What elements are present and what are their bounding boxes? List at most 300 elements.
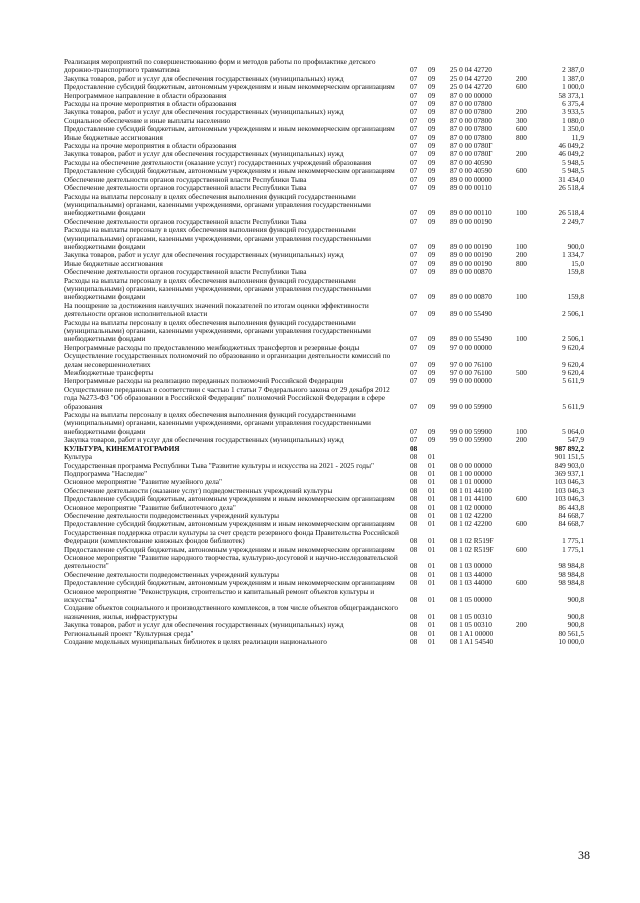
row-target-code: 87 0 00 0780Г [450,149,493,159]
row-expense-type [516,176,542,184]
row-section: 08 [410,443,418,453]
row-amount: 1 080,0 [562,115,584,125]
row-expense-type [516,554,542,571]
row-subsection: 09 [428,65,436,75]
row-amount: 6 375,4 [562,99,584,109]
row-section: 07 [410,132,418,142]
row-target-code: 89 0 00 55490 [450,334,492,344]
row-amount: 900,0 [567,241,584,251]
row-subsection: 09 [428,334,436,344]
row-amount: 10 000,0 [558,637,584,647]
row-target-code: 08 1 03 44000 [450,578,492,588]
row-amount: 547,9 [567,435,584,445]
row-name: Обеспечение деятельности органов государственной власти Республики Тыва [64,267,307,277]
row-subsection: 09 [428,292,436,302]
row-section: 08 [410,468,418,478]
row-amount: 987 892,2 [554,443,584,453]
row-name: Предоставление субсидий бюджетным, автономным учреждениям и иным некоммерческим организациям [64,578,395,588]
row-subsection: 09 [428,107,436,117]
table-row [64,604,584,621]
row-section: 07 [410,99,418,109]
row-section: 07 [410,309,418,319]
row-amount: 98 984,8 [558,578,584,588]
row-expense-type [516,58,542,75]
row-amount: 1 350,0 [562,124,584,134]
row-expense-type [516,504,542,512]
row-section: 07 [410,216,418,226]
row-target-code: 87 0 00 0780Г [450,141,493,151]
row-target-code: 87 0 00 40590 [450,157,492,167]
row-expense-type: 600 [516,578,527,588]
row-expense-type [516,604,542,621]
row-amount: 46 049,2 [558,141,584,151]
row-expense-type: 600 [516,82,527,92]
row-target-code: 08 1 00 00000 [450,468,492,478]
row-amount: 103 046,3 [554,477,584,487]
row-amount: 159,8 [567,292,584,302]
row-target-code: 08 1 05 00000 [450,595,492,604]
row-amount: 31 434,0 [558,174,584,184]
row-target-code: 89 0 00 00190 [450,258,492,268]
row-expense-type [516,453,542,461]
row-target-code: 08 1 03 44000 [450,569,492,579]
row-name: Региональный проект "Культурная среда" [64,628,194,638]
row-name: Расходы на выплаты персоналу в целях обеспечения выполнения функций государственными (муниципальными) органами, казенными учреждениями, органами управления государственными внебюджетными фондами [64,410,371,436]
page-number: 38 [578,848,590,862]
row-subsection: 01 [428,468,436,478]
row-subsection: 09 [428,157,436,167]
row-target-code: 89 0 00 00110 [450,208,492,218]
row-expense-type [516,386,542,411]
row-name: Закупка товаров, работ и услуг для обеспечения государственных (муниципальных) нужд [64,250,344,260]
table-row [64,411,584,436]
row-subsection: 09 [428,73,436,83]
row-expense-type: 800 [516,258,527,268]
row-target-code: 87 0 00 07800 [450,124,492,134]
row-amount: 86 443,8 [558,502,584,512]
row-name: Закупка товаров, работ и услуг для обеспечения государственных (муниципальных) нужд [64,73,344,83]
row-subsection: 01 [428,536,436,546]
row-amount: 900,8 [567,611,584,621]
row-section: 07 [410,267,418,277]
row-subsection: 09 [428,376,436,386]
row-section: 07 [410,73,418,83]
row-name: Культура [64,452,92,462]
row-target-code: 08 1 02 R519F [450,544,494,554]
row-amount: 1 775,1 [562,536,584,546]
row-name: Предоставление субсидий бюджетным, автономным учреждениям и иным некоммерческим организациям [64,166,395,176]
row-target-code: 08 1 02 R519F [450,536,494,546]
row-subsection: 01 [428,494,436,504]
row-section: 07 [410,124,418,134]
row-amount: 5 948,5 [562,166,584,176]
row-section: 08 [410,611,418,621]
row-expense-type: 100 [516,292,527,302]
row-name: Межбюджетные трансферты [64,368,154,378]
row-expense-type [516,630,542,638]
row-subsection: 09 [428,368,436,378]
row-section: 08 [410,510,418,520]
row-target-code: 99 0 00 00000 [450,376,492,386]
row-subsection: 01 [428,620,436,630]
row-amount: 58 373,1 [558,90,584,100]
row-subsection: 09 [428,258,436,268]
row-amount: 2 249,7 [562,216,584,226]
row-target-code: 25 0 04 42720 [450,65,492,75]
row-expense-type [516,445,542,453]
row-subsection: 09 [428,115,436,125]
row-target-code: 89 0 00 00110 [450,183,492,193]
row-amount: 900,8 [567,595,584,604]
row-name: Непрограммное направление в области образования [64,90,227,100]
row-subsection: 09 [428,342,436,352]
row-target-code: 87 0 00 07800 [450,115,492,125]
row-target-code: 08 1 02 00000 [450,502,492,512]
table-row [64,319,584,344]
row-name: Государственная программа Республики Тыва "Развитие культуры и искусства на 2021 - 2025 годы" [64,460,374,470]
row-section: 07 [410,334,418,344]
row-target-code: 87 0 00 07800 [450,132,492,142]
row-amount: 15,0 [571,258,584,268]
row-subsection: 09 [428,174,436,184]
table-row [64,445,584,453]
row-section: 07 [410,65,418,75]
row-subsection: 09 [428,401,436,411]
row-subsection: 09 [428,90,436,100]
row-amount: 9 620,4 [562,342,584,352]
row-subsection: 01 [428,477,436,487]
row-expense-type: 500 [516,368,527,378]
row-section: 07 [410,174,418,184]
row-name: Реализация мероприятий по совершенствованию форм и методов работы по профилактике детского дорожно-транспортного травматизма [64,57,376,75]
row-section: 07 [410,141,418,151]
row-section: 07 [410,292,418,302]
row-amount: 103 046,3 [554,485,584,495]
table-row [64,352,584,369]
row-expense-type: 600 [516,544,527,554]
row-expense-type [516,344,542,352]
row-amount: 9 620,4 [562,359,584,369]
row-expense-type: 100 [516,334,527,344]
row-name: Закупка товаров, работ и услуг для обеспечения государственных (муниципальных) нужд [64,107,344,117]
row-target-code: 97 0 00 76100 [450,368,492,378]
row-subsection: 09 [428,166,436,176]
row-subsection: 01 [428,561,436,571]
row-target-code: 08 1 01 44100 [450,494,492,504]
row-name: Закупка товаров, работ и услуг для обеспечения государственных (муниципальных) нужд [64,620,344,630]
row-expense-type [516,470,542,478]
row-name: Закупка товаров, работ и услуг для обеспечения государственных (муниципальных) нужд [64,435,344,445]
row-expense-type: 200 [516,73,527,83]
row-section: 08 [410,502,418,512]
row-name: Закупка товаров, работ и услуг для обеспечения государственных (муниципальных) нужд [64,149,344,159]
row-target-code: 08 1 A1 54540 [450,637,494,647]
row-expense-type: 100 [516,426,527,436]
row-expense-type [516,352,542,369]
row-section: 08 [410,637,418,647]
row-target-code: 08 1 02 42200 [450,519,492,529]
row-expense-type [516,638,542,646]
row-name: Основное мероприятие "Развитие музейного дела" [64,477,222,487]
row-expense-type [516,478,542,486]
row-subsection: 01 [428,460,436,470]
row-subsection: 09 [428,141,436,151]
row-subsection: 09 [428,426,436,436]
row-name: Обеспечение деятельности (оказание услуг) подведомственных учреждений культуры [64,485,333,495]
row-amount: 103 046,3 [554,494,584,504]
row-amount: 3 933,5 [562,107,584,117]
table-row [64,638,584,646]
row-name: Предоставление субсидий бюджетным, автономным учреждениям и иным некоммерческим организациям [64,519,395,529]
row-section: 08 [410,477,418,487]
row-section: 07 [410,435,418,445]
row-amount: 159,8 [567,267,584,277]
row-name: Предоставление субсидий бюджетным, автономным учреждениям и иным некоммерческим организациям [64,494,395,504]
row-amount: 1 775,1 [562,544,584,554]
row-name: Обеспечение деятельности подведомственных учреждений культуры [64,569,280,579]
row-expense-type [516,588,542,605]
row-target-code: 97 0 00 76100 [450,359,492,369]
row-subsection: 01 [428,637,436,647]
row-amount: 369 937,1 [554,468,584,478]
row-subsection: 09 [428,99,436,109]
row-target-code: 89 0 00 55490 [450,309,492,319]
row-amount: 5 948,5 [562,157,584,167]
row-amount: 98 984,8 [558,561,584,571]
row-expense-type: 200 [516,107,527,117]
row-name: Иные бюджетные ассигнования [64,132,163,142]
row-section: 07 [410,115,418,125]
row-section: 07 [410,258,418,268]
row-target-code: 08 0 00 00000 [450,460,492,470]
row-target-code: 87 0 00 00000 [450,90,492,100]
row-subsection: 09 [428,208,436,218]
row-subsection: 01 [428,569,436,579]
row-section: 07 [410,107,418,117]
row-section: 08 [410,485,418,495]
row-amount: 1 334,7 [562,250,584,260]
row-expense-type: 600 [516,124,527,134]
row-name: Государственная поддержка отрасли культуры за счет средств резервного фонда Правительства Российской Федерации (комплектование книжных фондов библиотек) [64,527,399,546]
row-expense-type: 200 [516,435,527,445]
row-expense-type: 200 [516,149,527,159]
row-section: 07 [410,359,418,369]
row-name: Обеспечение деятельности органов государственной власти Республики Тыва [64,183,307,193]
row-section: 07 [410,241,418,251]
row-subsection: 01 [428,452,436,462]
row-target-code: 89 0 00 00190 [450,250,492,260]
row-subsection: 01 [428,578,436,588]
row-section: 08 [410,494,418,504]
row-amount: 5 611,9 [562,401,584,411]
row-section: 08 [410,452,418,462]
row-expense-type: 800 [516,132,527,142]
row-target-code: 87 0 00 07800 [450,107,492,117]
row-target-code: 25 0 04 42720 [450,73,492,83]
budget-table [64,58,584,646]
row-subsection: 09 [428,359,436,369]
row-subsection: 09 [428,124,436,134]
row-expense-type: 200 [516,250,527,260]
row-subsection: 01 [428,519,436,529]
row-subsection: 09 [428,82,436,92]
row-expense-type: 600 [516,519,527,529]
row-section: 08 [410,544,418,554]
row-name: Предоставление субсидий бюджетным, автономным учреждениям и иным некоммерческим организациям [64,124,395,134]
row-subsection: 01 [428,485,436,495]
row-amount: 84 668,7 [558,510,584,520]
row-amount: 98 984,8 [558,569,584,579]
row-name: КУЛЬТУРА, КИНЕМАТОГРАФИЯ [64,443,180,453]
table-row [64,277,584,302]
row-name: Непрограммные расходы на реализацию переданных полномочий Российской Федерации [64,376,344,386]
row-expense-type [516,462,542,470]
row-amount: 11,9 [571,132,584,142]
row-target-code: 08 1 01 00000 [450,477,492,487]
table-row [64,58,584,75]
row-section: 08 [410,519,418,529]
row-name: Основное мероприятие "Развитие библиотечного дела" [64,502,236,512]
row-expense-type: 200 [516,620,527,630]
row-amount: 2 506,1 [562,309,584,319]
table-row [64,554,584,571]
row-section: 07 [410,208,418,218]
row-name: Предоставление субсидий бюджетным, автономным учреждениям и иным некоммерческим организациям [64,82,395,92]
row-target-code: 08 1 05 00310 [450,620,492,630]
row-expense-type [516,268,542,276]
row-subsection: 09 [428,241,436,251]
table-row [64,386,584,411]
row-section: 07 [410,250,418,260]
row-amount: 5 064,0 [562,426,584,436]
row-subsection: 01 [428,628,436,638]
row-target-code: 25 0 04 42720 [450,82,492,92]
row-section: 08 [410,561,418,571]
row-expense-type [516,92,542,100]
row-target-code [450,445,516,453]
row-section: 07 [410,166,418,176]
row-target-code: 08 1 02 42200 [450,510,492,520]
row-target-code: 89 0 00 00190 [450,216,492,226]
row-name: Создание объектов социального и производственного комплексов, в том числе объектов общегражданского назначения, жилья, инфраструктуры [64,603,399,621]
row-name: Создание модельных муниципальных библиотек в целях реализации национального [64,637,327,647]
row-section: 07 [410,368,418,378]
row-amount: 26 518,4 [558,183,584,193]
row-expense-type [516,302,542,319]
row-subsection: 09 [428,149,436,159]
row-target-code: 87 0 00 07800 [450,99,492,109]
row-target-code: 99 0 00 59900 [450,426,492,436]
row-amount: 84 668,7 [558,519,584,529]
table-row [64,226,584,251]
row-section: 08 [410,578,418,588]
row-amount: 2 387,0 [562,65,584,75]
row-amount: 849 903,0 [554,460,584,470]
row-target-code: 99 0 00 59900 [450,401,492,411]
row-amount: 1 387,0 [562,73,584,83]
row-amount: 9 620,4 [562,368,584,378]
table-row [64,588,584,605]
row-target-code: 89 0 00 00190 [450,241,492,251]
row-target-code: 99 0 00 59900 [450,435,492,445]
row-expense-type: 100 [516,241,527,251]
row-name: Расходы на выплаты персоналу в целях обеспечения выполнения функций государственными (муниципальными) органами, казенными учреждениями, органами управления государственными внебюджетными фондами [64,225,371,251]
row-amount: 2 506,1 [562,334,584,344]
row-amount: 80 561,5 [558,628,584,638]
row-name: Обеспечение деятельности органов государственной власти Республики Тыва [64,174,307,184]
row-name: Осуществление государственных полномочий по образованию и организации деятельности комиссий по делам несовершеннолетних [64,351,391,369]
row-section: 08 [410,569,418,579]
row-name: Расходы на прочие мероприятия в области образования [64,141,237,151]
row-subsection: 01 [428,611,436,621]
row-section: 07 [410,426,418,436]
row-section: 07 [410,342,418,352]
row-section: 07 [410,376,418,386]
row-subsection: 09 [428,183,436,193]
row-expense-type [516,218,542,226]
row-section: 08 [410,620,418,630]
row-amount: 901 151,5 [554,452,584,462]
row-section: 08 [410,628,418,638]
row-expense-type: 600 [516,166,527,176]
row-subsection: 09 [428,267,436,277]
row-subsection: 01 [428,544,436,554]
row-section: 08 [410,460,418,470]
row-expense-type: 300 [516,115,527,125]
row-name: Осуществление переданных в соответствии с частью 1 статьи 7 Федерального закона от 29 декабря 2012 года №273-ФЗ "Об образовании в Российской Федерации" полномочий Российской Федерации в сфере образования [64,384,390,411]
row-name: Предоставление субсидий бюджетным, автономным учреждениям и иным некоммерческим организациям [64,544,395,554]
row-name: Обеспечение деятельности органов государственной власти Республики Тыва [64,216,307,226]
row-name: Социальное обеспечение и иные выплаты населению [64,115,231,125]
table-row [64,193,584,218]
row-section: 08 [410,595,418,604]
row-target-code: 89 0 00 00870 [450,267,492,277]
row-amount: 1 000,0 [562,82,584,92]
table-row [64,529,584,546]
row-subsection: 09 [428,250,436,260]
row-amount: 900,8 [567,620,584,630]
row-name: Расходы на выплаты персоналу в целях обеспечения выполнения функций государственными (муниципальными) органами, казенными учреждениями, органами управления государственными внебюджетными фондами [64,275,371,302]
row-subsection: 09 [428,309,436,319]
budget-table-body [64,58,584,646]
row-expense-type: 100 [516,208,527,218]
row-amount: 26 518,4 [558,208,584,218]
row-amount: 46 049,2 [558,149,584,159]
row-subsection: 01 [428,510,436,520]
row-target-code: 08 1 05 00310 [450,611,492,621]
row-amount: 5 611,9 [562,376,584,386]
row-section: 07 [410,401,418,411]
row-section: 07 [410,157,418,167]
row-name: Иные бюджетные ассигнования [64,258,163,268]
row-name: Расходы на выплаты персоналу в целях обеспечения выполнения функций государственными (муниципальными) органами, казенными учреждениями, органами управления государственными внебюджетными фондами [64,317,371,344]
row-name: Расходы на прочие мероприятия в области образования [64,99,237,109]
row-subsection: 01 [428,595,436,604]
row-target-code: 89 0 00 00870 [450,292,492,302]
row-expense-type [516,184,542,192]
row-subsection: 09 [428,132,436,142]
row-target-code: 89 0 00 00000 [450,174,492,184]
row-expense-type [516,377,542,385]
row-name: Основное мероприятие "Развитие народного творчества, культурно-досуговой и научно-исследовательской деятельности" [64,552,398,571]
budget-page [64,58,584,646]
row-name: На поощрение за достижения наилучших значений показателей по итогам оценки эффективности деятельности органов исполнительной власти [64,300,369,319]
row-name: Непрограммные расходы по предоставлению межбюджетных трансфертов и резервные фонды [64,342,360,352]
row-section: 07 [410,82,418,92]
row-target-code: 08 1 03 00000 [450,561,492,571]
row-target-code: 87 0 00 40590 [450,166,492,176]
row-section: 07 [410,149,418,159]
